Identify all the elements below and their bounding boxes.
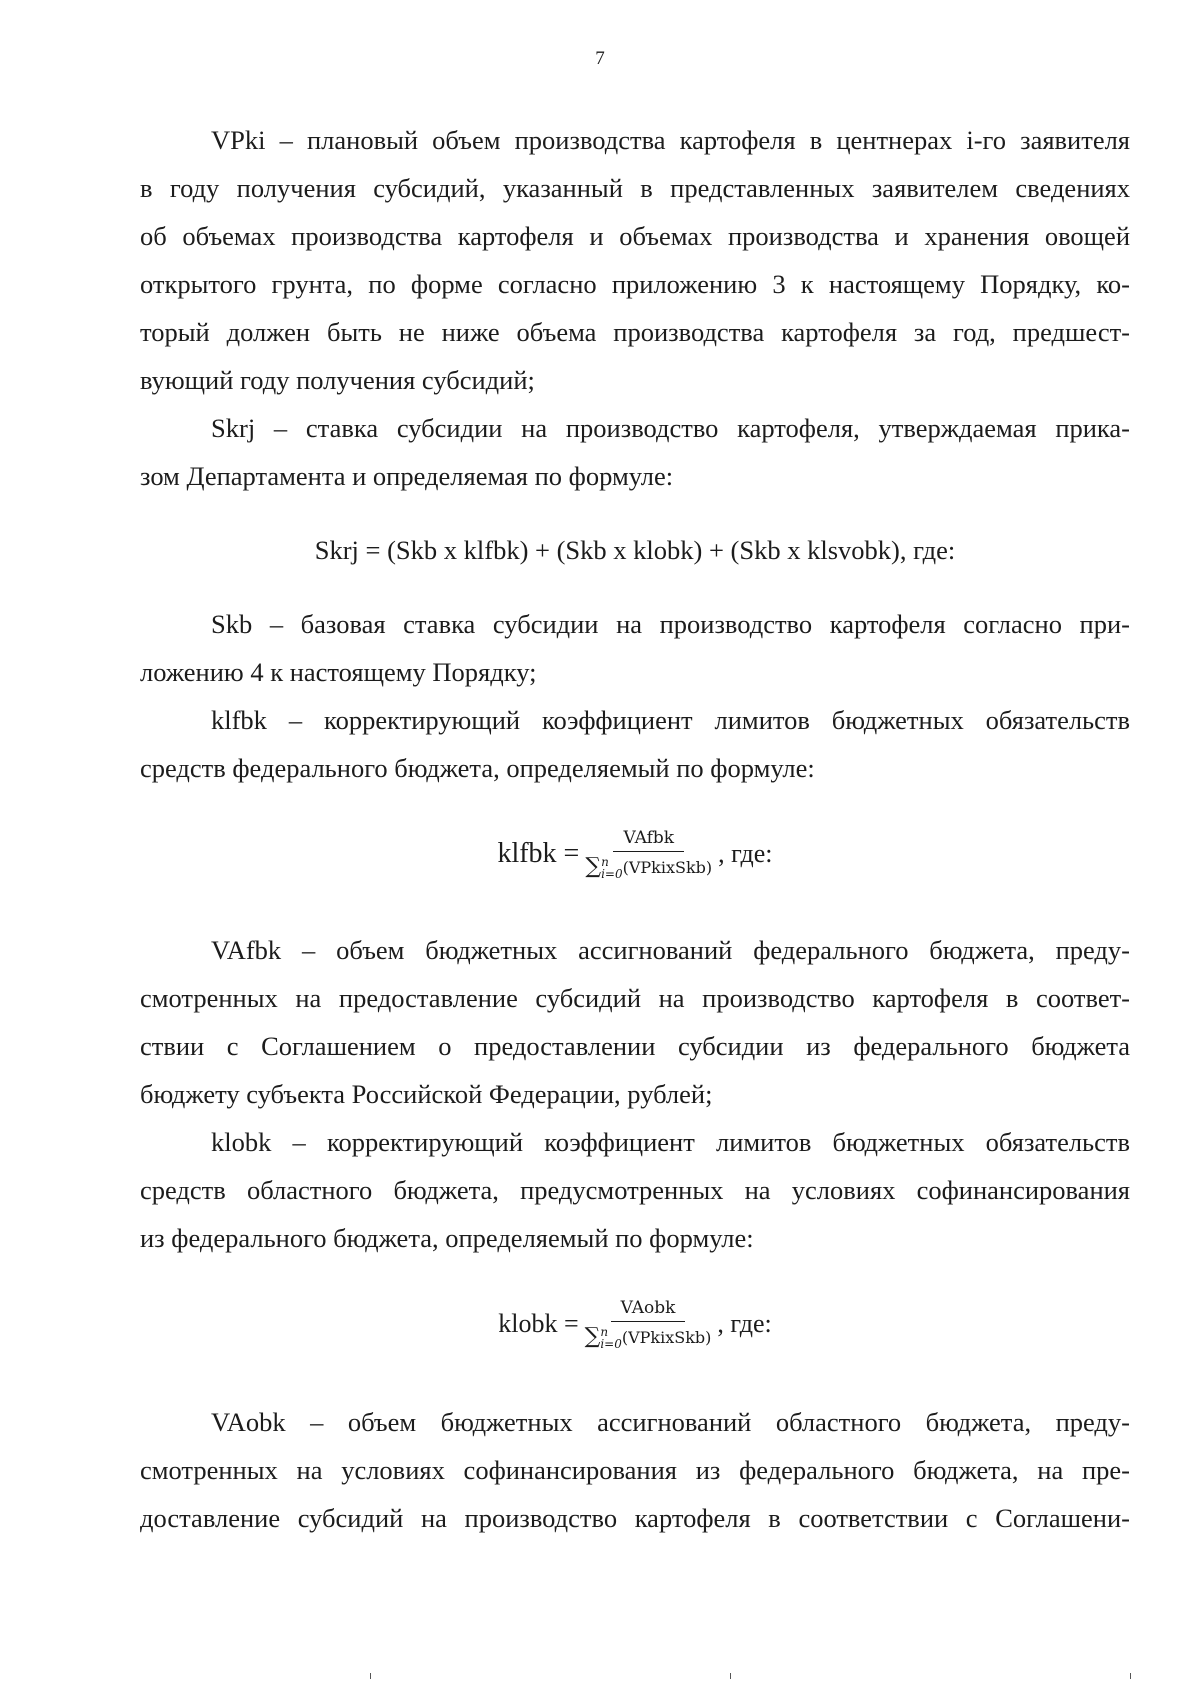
sigma-symbol: ∑ [585, 853, 602, 879]
scan-mark [370, 1673, 371, 1679]
text-line: об объемах производства картофеля и объемах производства и хранения овощей [140, 221, 1130, 251]
text-line: в году получения субсидий, указанный в представленных заявителем сведениях [140, 173, 1130, 203]
denominator-expression: (VPkixSkb) [621, 1327, 712, 1347]
fraction [585, 1298, 712, 1351]
sigma-symbol: ∑ [584, 1323, 601, 1349]
text-line: средств областного бюджета, предусмотренных на условиях софинансирования [140, 1175, 1130, 1205]
sum-lower-limit: i=0 [600, 1337, 622, 1352]
fraction-numerator: VAobk [611, 1298, 686, 1322]
formula-lhs: klfbk = [497, 838, 580, 869]
text-line: открытого грунта, по форме согласно приложению 3 к настоящему Порядку, ко- [140, 269, 1130, 299]
text-line: VPki – плановый объем производства картофеля в центнерах i-го заявителя [211, 125, 1130, 155]
document-body [140, 116, 1130, 1542]
text-line: klfbk – корректирующий коэффициент лимитов бюджетных обязательств [211, 705, 1130, 735]
paragraph-klobk [140, 1118, 1130, 1262]
formula-skrj: Skrj = (Skb x klfbk) + (Skb x klobk) + (Skb x klsvobk), где: [314, 535, 956, 565]
fraction-numerator: VAfbk [613, 828, 684, 852]
paragraph-skrj [140, 404, 1130, 500]
text-line: смотренных на условиях софинансирования из федерального бюджета, на пре- [140, 1455, 1130, 1485]
paragraph-klfbk [140, 696, 1130, 792]
text-line: ствии с Соглашением о предоставлении субсидии из федерального бюджета [140, 1031, 1130, 1061]
fraction [585, 828, 712, 881]
text-line: из федерального бюджета, определяемый по формуле: [140, 1223, 754, 1253]
paragraph-vpki [140, 116, 1130, 404]
text-line: VAfbk – объем бюджетных ассигнований федерального бюджета, преду- [211, 935, 1130, 965]
text-line: вующий году получения субсидий; [140, 365, 535, 395]
scan-mark [1130, 1673, 1131, 1679]
text-line: смотренных на предоставление субсидий на производство картофеля в соответ- [140, 983, 1130, 1013]
text-line: торый должен быть не ниже объема производства картофеля за год, предшест- [140, 317, 1130, 347]
paragraph-vaobk [140, 1398, 1130, 1542]
sum-upper-limit: n [600, 1325, 609, 1340]
text-line: зом Департамента и определяемая по формуле: [140, 461, 674, 491]
paragraph-vafbk [140, 926, 1130, 1118]
denominator-expression: (VPkixSkb) [622, 857, 713, 877]
text-line: доставление субсидий на производство картофеля в соответствии с Соглашени- [140, 1503, 1130, 1533]
formula-lhs: klobk = [498, 1309, 579, 1338]
fraction-denominator [585, 852, 712, 881]
text-line: klobk – корректирующий коэффициент лимитов бюджетных обязательств [211, 1127, 1130, 1157]
text-line: средств федерального бюджета, определяемый по формуле: [140, 753, 815, 783]
text-line: Skb – базовая ставка субсидии на производство картофеля согласно при- [211, 609, 1130, 639]
formula-klfbk [140, 806, 1130, 902]
scan-mark [730, 1673, 731, 1679]
formula-klobk [140, 1276, 1130, 1372]
text-line: VAobk – объем бюджетных ассигнований областного бюджета, преду- [211, 1407, 1130, 1437]
formula-tail: , где: [718, 839, 773, 868]
formula-tail: , где: [717, 1309, 772, 1338]
fraction-denominator [585, 1322, 712, 1351]
text-line: Skrj – ставка субсидии на производство картофеля, утверждаемая прика- [211, 413, 1130, 443]
text-line: бюджету субъекта Российской Федерации, рублей; [140, 1079, 713, 1109]
page-number: 7 [595, 48, 605, 69]
paragraph-skb [140, 600, 1130, 696]
sum-lower-limit: i=0 [601, 867, 623, 882]
sum-upper-limit: n [601, 855, 609, 870]
text-line: ложению 4 к настоящему Порядку; [140, 657, 537, 687]
